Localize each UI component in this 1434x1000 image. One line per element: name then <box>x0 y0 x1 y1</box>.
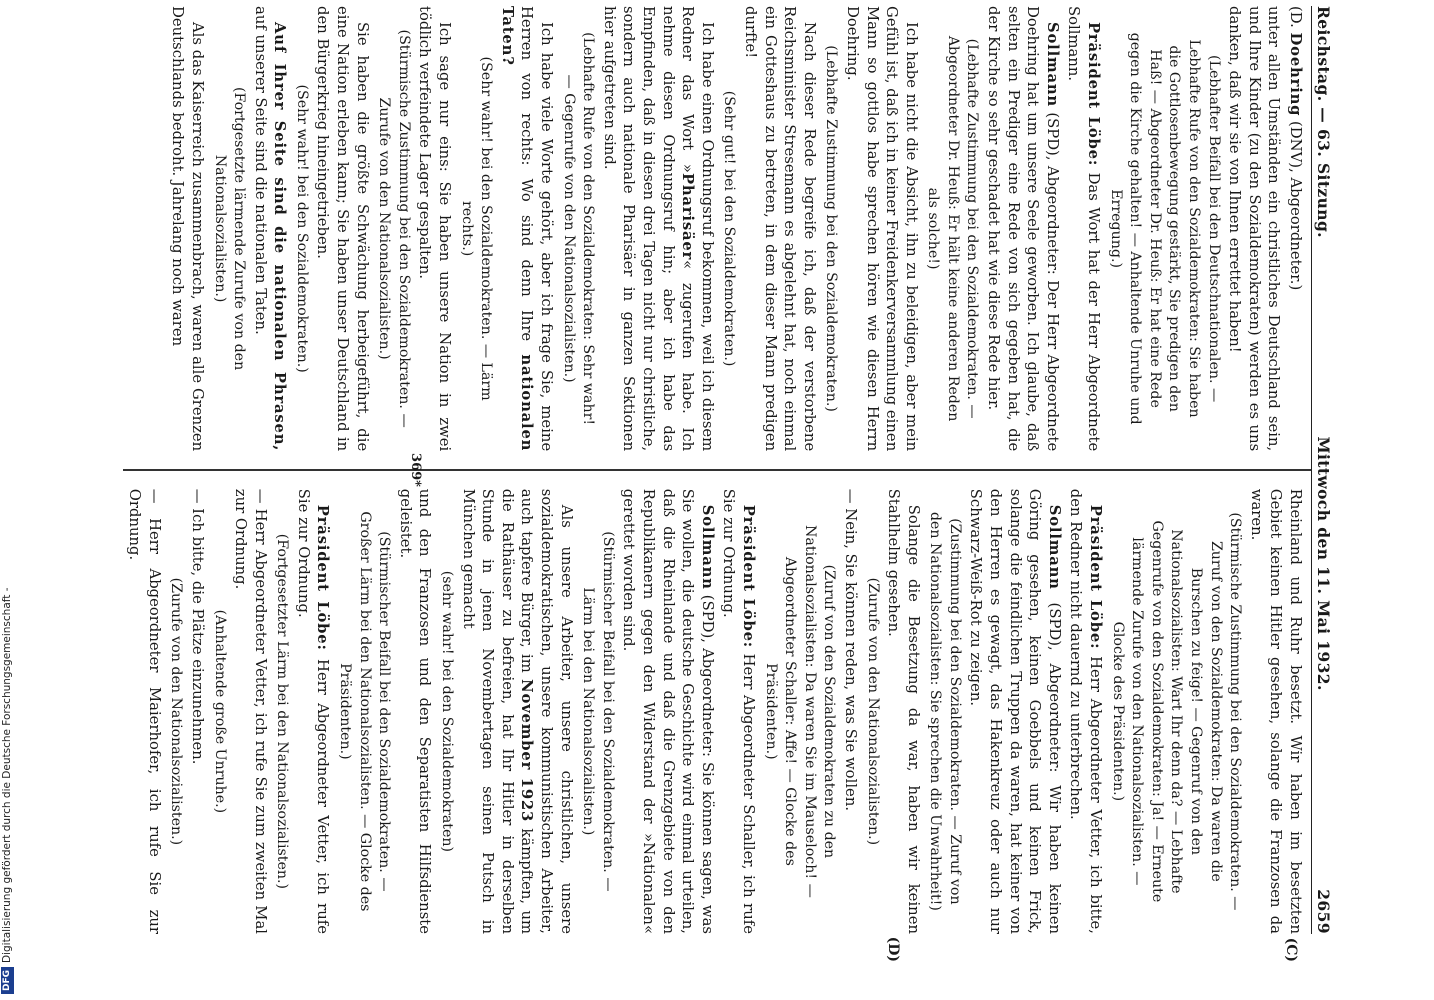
emphasis-text: Sollmann <box>698 504 716 590</box>
document-page <box>115 0 1345 970</box>
credit-text: Digitalisierung gefördert durch die Deutsche Forschungsgemeinschaft - <box>1 587 13 963</box>
paragraph <box>599 6 717 451</box>
interjection <box>719 6 739 451</box>
interjection <box>374 6 413 451</box>
text-run: Sie haben die größte Schwächung herbeigeführt, die eine Nation erleben kann; Sie haben unser Deutschland in den Bürgerkrieg hineingetrieben. <box>314 6 371 452</box>
text-run: (Anhaltende große Unruhe.) <box>211 609 228 814</box>
paragraph <box>1246 489 1305 934</box>
interjection <box>1105 6 1223 451</box>
text-run: (Lebhafte Rufe von den Sozialdemokraten: Sehr wahr! — Gegenrufe von den Nationalsozialisten.) <box>560 32 597 426</box>
emphasis-text: Sollmann <box>1043 22 1061 107</box>
paragraph <box>884 489 923 934</box>
paragraph <box>619 489 717 934</box>
text-run: Ich habe nicht die Absicht, ihn zu beleidigen, aber mein Gefühl ist, daß ich in keiner Freidenkerversammlung einen Mann so gottlos habe sprechen hören wie diesen Herrn Doehring. <box>843 6 920 452</box>
text-run: auf unserer Seite sind die nationalen Taten. <box>251 6 269 335</box>
header-session: Reichstag. — 63. Sitzung. <box>1314 6 1333 238</box>
text-run: (Zustimmung bei den Sozialdemokraten. — Zuruf von den Nationalsozialisten: Sie sprechen die Unwahrheit!) <box>927 511 963 911</box>
interjection <box>335 489 394 934</box>
text-run: (Sehr gut! bei den Sozialdemokraten.) <box>721 90 738 367</box>
paragraph <box>1225 6 1284 451</box>
text-run: Herr Abgeordneter Vetter, ich bitte, den Redner nicht dauernd zu unterbrechen. <box>1067 488 1105 935</box>
interjection <box>456 6 495 451</box>
text-run: (Zuruf von den Sozialdemokraten zu den Nationalsozialisten: Da waren Sie im Mauseloch! — Abgeordneter Schaller: Affe! — Glocke des Präsidenten.) <box>762 525 838 898</box>
header-page-number: 2659 <box>1314 889 1333 934</box>
paragraph <box>842 6 920 451</box>
paragraph <box>966 489 1064 934</box>
interjection <box>209 489 229 934</box>
text-run: (Stürmische Zustimmung bei den Sozialdemokraten. — Zurufe von den Nationalsozialisten.) <box>376 29 412 428</box>
text-run: Als unsere Arbeiter, unsere christlichen, unsere sozialdemokratischen, unsere kommunistischen Arbeiter, auch tapfere Bürger, im <box>518 488 575 934</box>
text-run: Rheinland und Ruhr besetzt. Wir haben im besetzten Gebiet keinen Hitler gesehen, solange die Franzosen da waren. <box>1247 488 1304 934</box>
interjection <box>923 6 982 451</box>
interjection <box>578 489 617 934</box>
footer-page-reference: 369* <box>408 453 423 487</box>
text-run: (Zurufe von den Nationalsozialisten.) <box>864 577 881 846</box>
paragraph <box>125 489 164 934</box>
paragraph <box>740 6 818 451</box>
paragraph <box>719 489 758 934</box>
text-run: (Fortgesetzter Lärm bei den Nationalsozialisten.) <box>274 533 291 890</box>
text-run: Das Wort hat der Herr Abgeordnete Sollmann. <box>1065 6 1103 452</box>
text-run: Nach dieser Rede begreife ich, daß der verstorbene Reichsminister Stresemann es abgelehnt hat, noch einmal ein Gotteshaus zu betreten, in dem dieser Mann predigen durfte! <box>741 6 818 452</box>
page-header <box>1311 6 1333 934</box>
interjection <box>862 489 882 934</box>
text-run: Ich sage nur eins: Sie haben unsere Nation in zwei tödlich verfeindete Lager gespalten. <box>416 6 454 452</box>
interjection <box>558 6 597 451</box>
interjection <box>1107 489 1244 934</box>
text-run: (Lebhafte Zustimmung bei den Sozialdemokraten. — Abgeordneter Dr. Heuß: Er hält keine anderen Reden als solche!) <box>925 35 981 422</box>
text-run: (D. <box>1287 6 1304 33</box>
text-run: — Herr Abgeordneter Maierhofer, ich rufe Sie zur Ordnung. <box>126 488 163 934</box>
emphasis-text: Präsident Löbe: <box>1087 504 1105 650</box>
emphasis-text: Präsident Löbe: <box>739 504 757 649</box>
text-run: — Nein, Sie können reden, was Sie wollen. <box>841 488 859 812</box>
interjection <box>272 489 292 934</box>
column-divider <box>123 469 1311 471</box>
text-run: (SPD), Abgeordneter: Sie können sagen, was Sie wollen, die deutsche Geschichte wird einmal urteilen, daß die Rheinlande und daß die Grenzgebiete von den Republikanern gegen den Widerstand der »Nationalen« gerettet worden sind. <box>620 488 716 934</box>
emphasis-text: nationalen Taten? <box>498 6 536 452</box>
interjection <box>925 489 964 934</box>
emphasis-text: November 1923 <box>518 679 536 823</box>
paragraph <box>187 489 207 934</box>
paragraph <box>293 489 332 934</box>
emphasis-text: Pharisäer <box>679 172 697 261</box>
header-date: Mittwoch den 11. Mai 1932. <box>1314 436 1333 691</box>
text-run: (DNV), Abgeordneter.) <box>1287 116 1304 291</box>
paragraph <box>840 489 860 934</box>
paragraph <box>231 489 270 934</box>
paragraph <box>497 6 556 451</box>
text-run: « zugerufen habe. Ich nehme diesen Ordnungsruf hin; aber ich habe das Empfinden, daß in diesen drei Tagen nicht nur christliche, sondern auch nationale Pharisäer in ganzen Sektionen hier aufgetreten sind. <box>600 6 697 452</box>
interjection <box>821 6 841 451</box>
text-run: Herr Abgeordneter Vetter, ich rufe Sie zur Ordnung. <box>294 488 332 935</box>
text-run: — Herr Abgeordneter Vetter, ich rufe Sie zum zweiten Mal zur Ordnung. <box>232 488 269 934</box>
right-column <box>123 489 1305 934</box>
paragraph <box>458 489 576 934</box>
paragraph <box>168 6 207 451</box>
interjection <box>436 489 456 934</box>
text-run: Ich habe einen Ordnungsruf bekommen, weil ich diesem Redner das Wort » <box>679 6 716 452</box>
paragraph <box>1064 6 1103 451</box>
emphasis-text: Präsident Löbe: <box>314 504 332 651</box>
text-run: Als das Kaiserreich zusammenbrach, waren alle Grenzen Deutschlands bedroht. Jahrelang noch waren <box>169 6 206 452</box>
emphasis-text: Doehring <box>1287 32 1304 117</box>
text-run: (Zurufe von den Nationalsozialisten.) <box>168 577 185 846</box>
text-run: (SPD), Abgeordneter: Wir haben keinen Göring gesehen, keinen Goebbels und keinen Frick, solange die feindlichen Truppen da waren, hat keiner von den Herren es gewagt, das Hakenkreuz oder auch nur Schwarz-Weiß-Rot zu zeigen. <box>967 488 1063 934</box>
text-run: Solange die Besetzung da war, haben wir keinen Stahlhelm gesehen. <box>885 488 922 934</box>
text-run: Ich habe viele Worte gehört, aber ich frage Sie, meine Herren von rechts: Wo sind denn Ihre <box>518 6 556 452</box>
left-column <box>123 6 1305 451</box>
text-run: und den Franzosen und den Separatisten Hilfsdienste geleistet. <box>396 488 434 934</box>
paragraph <box>1066 489 1105 934</box>
paragraph <box>1285 6 1305 451</box>
interjection <box>209 6 248 451</box>
paragraph <box>984 6 1062 451</box>
interjection <box>760 489 838 934</box>
text-run: — Ich bitte, die Plätze einzunehmen. <box>188 488 206 765</box>
text-columns <box>123 6 1305 962</box>
text-run: (sehr wahr! bei den Sozialdemokraten) <box>439 570 456 853</box>
text-run: unter allen Umständen ein christliches Deutschland sein, und Ihre Kinder (zu den Sozialdemokraten) werden es uns danken, daß wir sie von Ihnen errettet haben! <box>1226 6 1283 452</box>
text-run: (SPD), Abgeordneter: Der Herr Abgeordnete Doehring hat um unsere Seele geworben. Ich glaube, daß selten ein Prediger eine Rede von sich gegeben hat, die der Kirche so sehr geschadet hat wie diese Rede hier. <box>985 6 1061 452</box>
text-run: (Stürmischer Beifall bei den Sozialdemokraten. — Großer Lärm bei den Nationalsozialisten. — Glocke des Präsidenten.) <box>337 511 393 912</box>
emphasis-text: Präsident Löbe: <box>1085 22 1103 167</box>
text-run: (Lebhafte Zustimmung bei den Sozialdemokraten.) <box>823 45 840 412</box>
margin-marker-d: (D) <box>885 936 901 962</box>
interjection <box>291 6 311 451</box>
emphasis-text: Sollmann <box>1045 504 1063 590</box>
dfg-logo: DFG <box>1 967 14 994</box>
text-run: kämpften, um die Rathäuser zu befreien, hat Ihr Hitler in derselben Stunde in jenen Novembertagen seinen Putsch in München gemacht <box>459 488 536 935</box>
emphasis-text: Auf Ihrer Seite sind die <box>271 22 289 265</box>
margin-marker-b <box>885 0 901 1</box>
text-run: (Fortgesetzte lärmende Zurufe von den Nationalsozialisten.) <box>211 87 248 371</box>
emphasis-text: nationalen Phrasen, <box>271 264 289 452</box>
text-run: (Sehr wahr! bei den Sozialdemokraten. — Lärm rechts.) <box>458 56 495 401</box>
text-run: Herr Abgeordneter Schaller, ich rufe Sie zur Ordnung. <box>720 488 757 934</box>
paragraph <box>313 6 372 451</box>
text-run: (Stürmische Zustimmung bei den Sozialdemokraten. — Zuruf von den Sozialdemokraten: Da waren die Burschen zu feige! — Gegenruf von den Nationalsozialisten: Wart Ihr denn da? — Lebhafte Gegenrufe von den Sozialdemokraten: Ja! — Erneute lärmende Zurufe von den Nationalsozialisten. — Glocke des Präsidenten.) <box>1109 512 1244 911</box>
text-run: (Sehr wahr! bei den Sozialdemokraten.) <box>293 84 310 373</box>
digitization-credit <box>0 0 14 994</box>
paragraph <box>250 6 289 451</box>
text-run: (Lebhafter Beifall bei den Deutschnationalen. — Lebhafte Rufe von den Sozialdemokraten: Sie haben die Gottlosenbewegung gestärkt, Sie predigen den Haß! — Abgeordneter Dr. Heuß: Er hat eine Rede gegen die Kirche gehalten! — Anhaltende Unruhe und Erregung.) <box>1107 32 1222 425</box>
margin-marker-c: (C) <box>1283 937 1299 962</box>
text-run: (Stürmischer Beifall bei den Sozialdemokraten. — Lärm bei den Nationalsozialisten.) <box>580 531 616 892</box>
interjection <box>166 489 186 934</box>
